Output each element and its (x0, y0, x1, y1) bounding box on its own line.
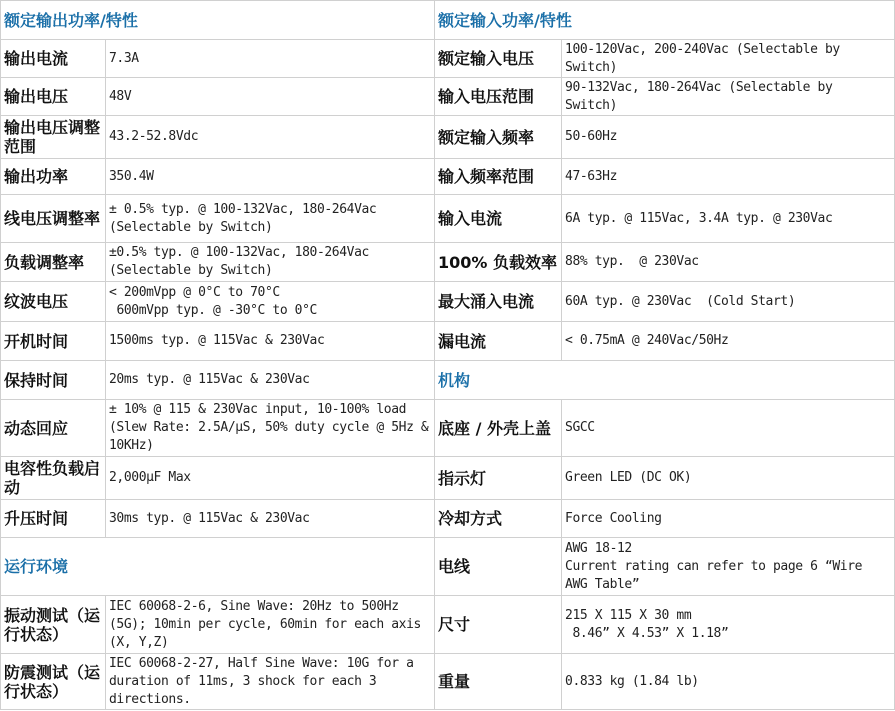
spec-value: < 0.75mA @ 240Vac/50Hz (562, 322, 895, 361)
table-row (1, 78, 895, 116)
spec-label: 线电压调整率 (1, 195, 106, 243)
spec-value: IEC 60068-2-6, Sine Wave: 20Hz to 500Hz (5G); 10min per cycle, 60min for each axis (X, Y,Z) (106, 596, 435, 654)
table-row (1, 361, 895, 400)
spec-value: 90-132Vac, 180-264Vac (Selectable by Switch) (562, 78, 895, 116)
spec-value: Force Cooling (562, 500, 895, 538)
spec-label: 负载调整率 (1, 243, 106, 282)
spec-value: 0.833 kg (1.84 lb) (562, 654, 895, 710)
spec-value: AWG 18-12 Current rating can refer to page 6 “Wire AWG Table” (562, 538, 895, 596)
spec-value: 6A typ. @ 115Vac, 3.4A typ. @ 230Vac (562, 195, 895, 243)
output-section-header: 额定输出功率/特性 (1, 1, 435, 40)
spec-label: 底座 / 外壳上盖 (435, 400, 562, 457)
spec-value: 20ms typ. @ 115Vac & 230Vac (106, 361, 435, 400)
spec-value: ±0.5% typ. @ 100-132Vac, 180-264Vac (Selectable by Switch) (106, 243, 435, 282)
spec-label: 输出电压 (1, 78, 106, 116)
spec-label: 纹波电压 (1, 282, 106, 322)
spec-value: 2,000μF Max (106, 457, 435, 500)
spec-label: 开机时间 (1, 322, 106, 361)
spec-label: 动态回应 (1, 400, 106, 457)
spec-value: < 200mVpp @ 0°C to 70°C 600mVpp typ. @ -30°C to 0°C (106, 282, 435, 322)
spec-label: 额定输入电压 (435, 40, 562, 78)
input-section-header: 额定输入功率/特性 (435, 1, 895, 40)
spec-value: 47-63Hz (562, 159, 895, 195)
spec-label: 保持时间 (1, 361, 106, 400)
spec-value: SGCC (562, 400, 895, 457)
spec-label: 尺寸 (435, 596, 562, 654)
table-row (1, 159, 895, 195)
table-row (1, 40, 895, 78)
spec-value: Green LED (DC OK) (562, 457, 895, 500)
table-row (1, 400, 895, 457)
table-row (1, 195, 895, 243)
table-row (1, 596, 895, 654)
spec-label: 电线 (435, 538, 562, 596)
header-row (1, 1, 895, 40)
spec-label: 升压时间 (1, 500, 106, 538)
spec-label: 重量 (435, 654, 562, 710)
table-row (1, 654, 895, 710)
table-row (1, 322, 895, 361)
spec-value: 1500ms typ. @ 115Vac & 230Vac (106, 322, 435, 361)
spec-label: 输出电流 (1, 40, 106, 78)
spec-label: 输入电流 (435, 195, 562, 243)
spec-value: 350.4W (106, 159, 435, 195)
spec-value: 7.3A (106, 40, 435, 78)
spec-value: 100-120Vac, 200-240Vac (Selectable by Switch) (562, 40, 895, 78)
spec-label: 输入电压范围 (435, 78, 562, 116)
table-row (1, 457, 895, 500)
spec-value: 43.2-52.8Vdc (106, 116, 435, 159)
spec-value: 50-60Hz (562, 116, 895, 159)
mechanical-section-header: 机构 (435, 361, 895, 400)
spec-value: ± 0.5% typ. @ 100-132Vac, 180-264Vac (Selectable by Switch) (106, 195, 435, 243)
spec-label: 输入频率范围 (435, 159, 562, 195)
table-row (1, 282, 895, 322)
environment-section-header: 运行环境 (1, 538, 435, 596)
spec-label: 最大涌入电流 (435, 282, 562, 322)
spec-value: 30ms typ. @ 115Vac & 230Vac (106, 500, 435, 538)
table-row (1, 243, 895, 282)
spec-value: 88% typ. @ 230Vac (562, 243, 895, 282)
spec-value: IEC 60068-2-27, Half Sine Wave: 10G for a duration of 11ms, 3 shock for each 3 directions. (106, 654, 435, 710)
spec-label: 额定输入频率 (435, 116, 562, 159)
table-row (1, 538, 895, 596)
table-row (1, 116, 895, 159)
spec-value: 48V (106, 78, 435, 116)
spec-label: 冷却方式 (435, 500, 562, 538)
spec-label: 输出功率 (1, 159, 106, 195)
spec-value: 60A typ. @ 230Vac (Cold Start) (562, 282, 895, 322)
spec-label: 100% 负载效率 (435, 243, 562, 282)
spec-label: 振动测试（运行状态） (1, 596, 106, 654)
table-row (1, 500, 895, 538)
spec-label: 输出电压调整范围 (1, 116, 106, 159)
spec-label: 指示灯 (435, 457, 562, 500)
spec-label: 漏电流 (435, 322, 562, 361)
spec-label: 防震测试（运行状态） (1, 654, 106, 710)
spec-value: ± 10% @ 115 & 230Vac input, 10-100% load (Slew Rate: 2.5A/μS, 50% duty cycle @ 5Hz & 10KHz) (106, 400, 435, 457)
spec-label: 电容性负载启动 (1, 457, 106, 500)
spec-value: 215 X 115 X 30 mm 8.46” X 4.53” X 1.18” (562, 596, 895, 654)
